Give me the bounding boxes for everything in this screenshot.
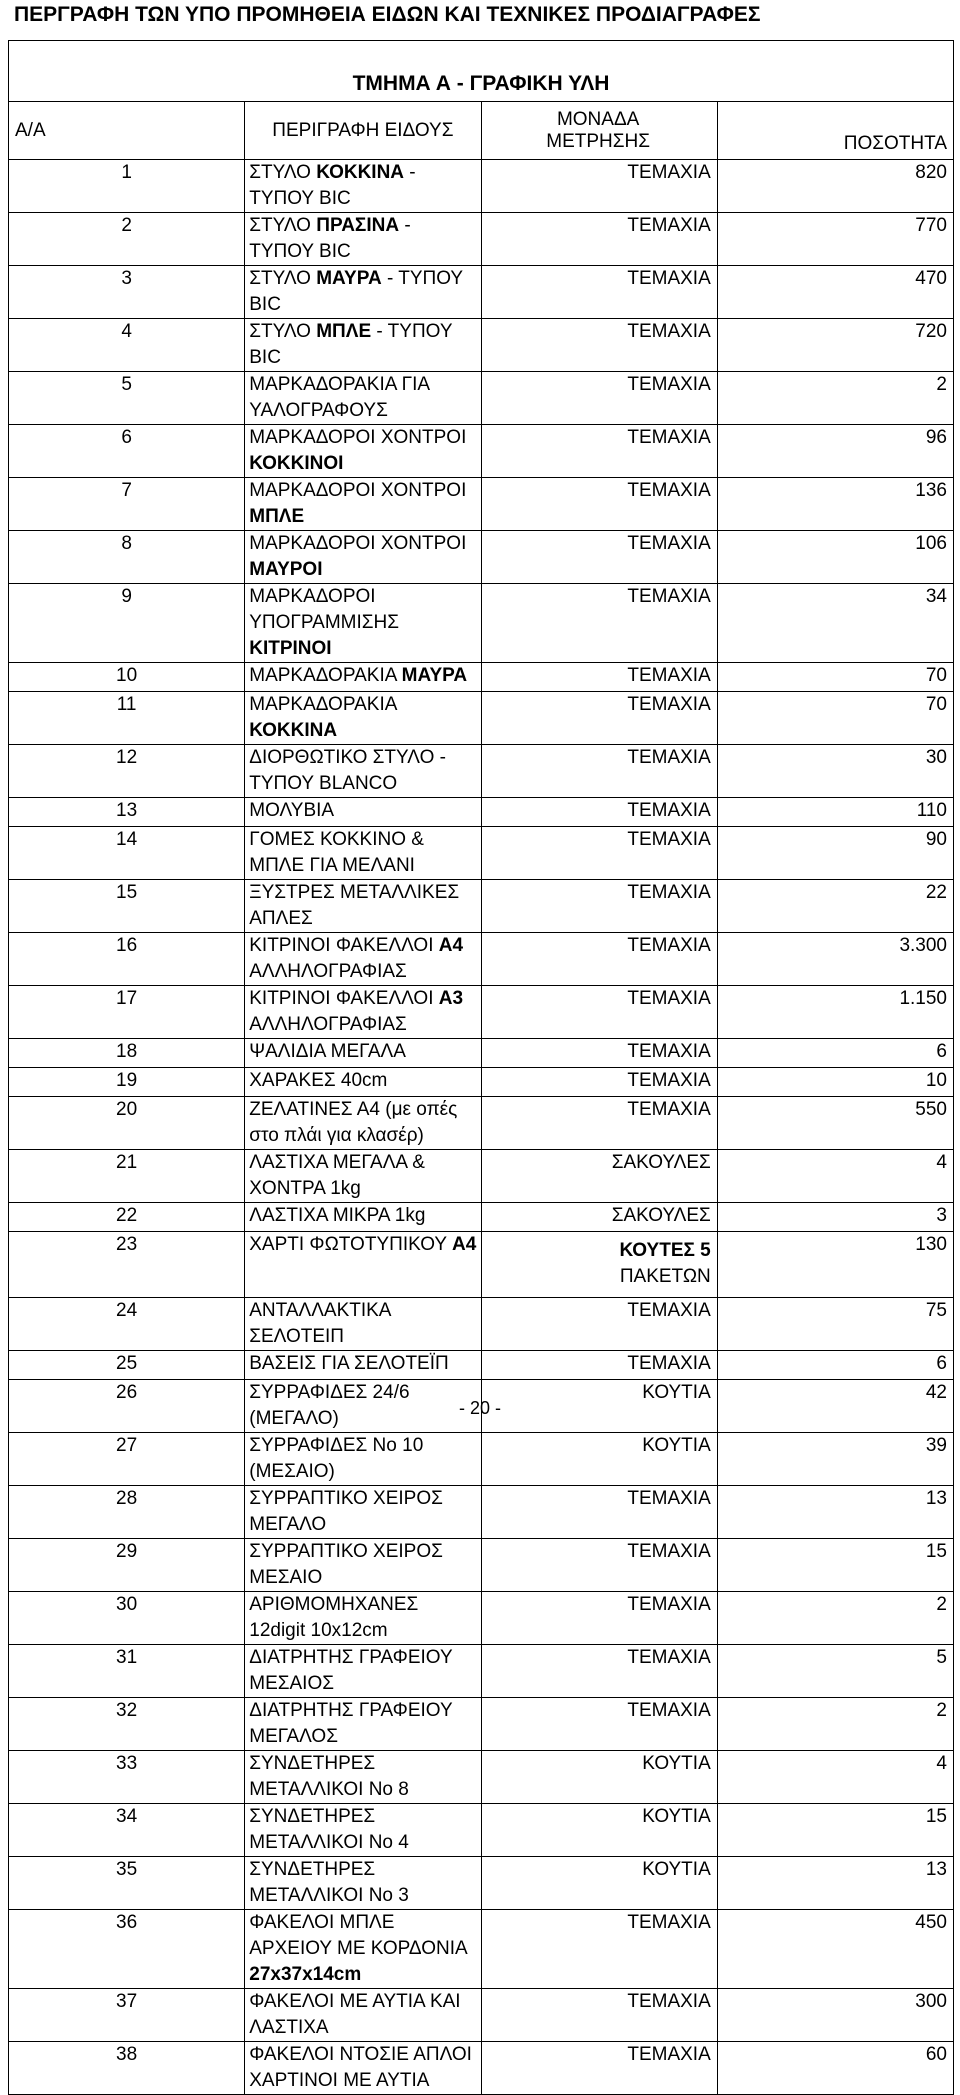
row-number: 32 — [9, 1698, 245, 1751]
row-unit: ΤΕΜΑΧΙΑ — [481, 584, 717, 663]
table-row — [9, 1232, 954, 1298]
header-aa: Α/Α — [9, 102, 245, 160]
description-text: ΣΤΥΛΟ — [249, 321, 317, 342]
row-number: 10 — [9, 663, 245, 692]
items-table — [8, 40, 954, 2095]
header-description: ΠΕΡΙΓΡΑΦΗ ΕΙΔΟΥΣ — [245, 102, 481, 160]
description-text: ΣΥΡΡΑΦΙΔΕΣ Νο 10 (ΜΕΣΑΙΟ) — [249, 1435, 424, 1482]
row-description — [245, 425, 481, 478]
description-emphasis: Α4 — [438, 935, 464, 956]
row-quantity: 4 — [717, 1150, 953, 1203]
row-unit: ΤΕΜΑΧΙΑ — [481, 986, 717, 1039]
description-text-tail: - ΤΥΠΟΥ BIC — [249, 162, 416, 209]
row-quantity: 15 — [717, 1804, 953, 1857]
table-row — [9, 1592, 954, 1645]
row-unit: ΤΕΜΑΧΙΑ — [481, 1298, 717, 1351]
description-text: ΑΡΙΘΜΟΜΗΧΑΝΕΣ 12digit 10x12cm — [249, 1594, 419, 1641]
description-dimensions: 27x37x14cm — [249, 1964, 362, 1985]
table-row — [9, 1150, 954, 1203]
description-emphasis: ΠΡΑΣΙΝΑ — [316, 215, 400, 236]
table-row — [9, 798, 954, 827]
row-unit: ΤΕΜΑΧΙΑ — [481, 1698, 717, 1751]
row-quantity: 106 — [717, 531, 953, 584]
row-unit: ΤΕΜΑΧΙΑ — [481, 319, 717, 372]
row-unit: ΤΕΜΑΧΙΑ — [481, 880, 717, 933]
table-row — [9, 1486, 954, 1539]
row-description — [245, 2042, 481, 2095]
description-emphasis: ΚΟΚΚΙΝΟΙ — [249, 453, 344, 474]
row-quantity: 1.150 — [717, 986, 953, 1039]
row-quantity: 110 — [717, 798, 953, 827]
row-unit: ΤΕΜΑΧΙΑ — [481, 2042, 717, 2095]
row-number: 14 — [9, 827, 245, 880]
description-text-tail: - ΤΥΠΟΥ BIC — [249, 268, 463, 315]
description-text: ΓΟΜΕΣ ΚΟΚΚΙΝΟ & ΜΠΛΕ ΓΙΑ ΜΕΛΑΝΙ — [249, 829, 424, 876]
row-number: 22 — [9, 1203, 245, 1232]
row-number: 38 — [9, 2042, 245, 2095]
table-row — [9, 160, 954, 213]
row-description — [245, 827, 481, 880]
row-quantity: 130 — [717, 1232, 953, 1298]
row-unit: ΚΟΥΤΙΑ — [481, 1433, 717, 1486]
row-unit: ΤΕΜΑΧΙΑ — [481, 372, 717, 425]
row-description — [245, 1539, 481, 1592]
row-unit: ΤΕΜΑΧΙΑ — [481, 798, 717, 827]
description-text: ΦΑΚΕΛΟΙ ΝΤΟΣΙΕ ΑΠΛΟΙ ΧΑΡΤΙΝΟΙ ΜΕ ΑΥΤΙΑ — [249, 2044, 472, 2091]
row-number: 12 — [9, 745, 245, 798]
table-row — [9, 319, 954, 372]
row-description — [245, 745, 481, 798]
description-text: ΔΙΟΡΘΩΤΙΚΟ ΣΤΥΛΟ - ΤΥΠΟΥ BLANCO — [249, 747, 446, 794]
row-description — [245, 1486, 481, 1539]
row-number: 4 — [9, 319, 245, 372]
row-number: 7 — [9, 478, 245, 531]
row-description — [245, 478, 481, 531]
description-emphasis: ΜΠΛΕ — [249, 506, 305, 527]
table-row — [9, 1804, 954, 1857]
row-number: 2 — [9, 213, 245, 266]
header-quantity: ΠΟΣΟΤΗΤΑ — [717, 102, 953, 160]
description-text: ΚΙΤΡΙΝΟΙ ΦΑΚΕΛΛΟΙ — [249, 935, 439, 956]
row-description — [245, 584, 481, 663]
row-description — [245, 1351, 481, 1380]
description-text: ΣΤΥΛΟ — [249, 268, 317, 289]
row-description — [245, 663, 481, 692]
row-quantity: 22 — [717, 880, 953, 933]
row-number: 29 — [9, 1539, 245, 1592]
row-number: 11 — [9, 692, 245, 745]
description-text: ΣΥΡΡΑΠΤΙΚΟ ΧΕΙΡΟΣ ΜΕΓΑΛΟ — [249, 1488, 443, 1535]
table-row — [9, 1068, 954, 1097]
row-description — [245, 692, 481, 745]
table-row — [9, 1298, 954, 1351]
row-quantity: 90 — [717, 827, 953, 880]
row-description — [245, 213, 481, 266]
row-quantity: 2 — [717, 1698, 953, 1751]
row-quantity: 4 — [717, 1751, 953, 1804]
row-quantity: 96 — [717, 425, 953, 478]
description-text: ΚΙΤΡΙΝΟΙ ΦΑΚΕΛΛΟΙ — [249, 988, 439, 1009]
row-quantity: 2 — [717, 1592, 953, 1645]
row-number: 21 — [9, 1150, 245, 1203]
row-quantity: 720 — [717, 319, 953, 372]
section-title: ΤΜΗΜΑ Α - ΓΡΑΦΙΚΗ ΥΛΗ — [9, 41, 954, 102]
row-unit: ΚΟΥΤΙΑ — [481, 1857, 717, 1910]
description-text: ΣΤΥΛΟ — [249, 215, 317, 236]
row-unit: ΤΕΜΑΧΙΑ — [481, 933, 717, 986]
table-row — [9, 213, 954, 266]
table-row — [9, 986, 954, 1039]
row-description — [245, 1910, 481, 1989]
description-text: ΣΥΝΔΕΤΗΡΕΣ ΜΕΤΑΛΛΙΚΟΙ Νο 8 — [249, 1753, 409, 1800]
row-quantity: 550 — [717, 1097, 953, 1150]
row-description — [245, 1203, 481, 1232]
column-header-row — [9, 102, 954, 160]
row-description — [245, 372, 481, 425]
page-title: ΠΕΡΓΡΑΦΗ ΤΩΝ ΥΠΟ ΠΡΟΜΗΘΕΙΑ ΕΙΔΩΝ ΚΑΙ ΤΕΧΝΙΚΕΣ ΠΡΟΔΙΑΓΡΑΦΕΣ — [14, 3, 761, 26]
description-emphasis: ΚΙΤΡΙΝΟΙ — [249, 638, 332, 659]
row-quantity: 770 — [717, 213, 953, 266]
row-description — [245, 1804, 481, 1857]
row-number: 8 — [9, 531, 245, 584]
row-description — [245, 1039, 481, 1068]
description-text: ΛΑΣΤΙΧΑ ΜΕΓΑΛΑ & ΧΟΝΤΡΑ 1kg — [249, 1152, 425, 1199]
table-row — [9, 266, 954, 319]
row-description — [245, 1857, 481, 1910]
description-text: ΜΟΛΥΒΙΑ — [249, 800, 335, 821]
row-description — [245, 1068, 481, 1097]
row-quantity: 136 — [717, 478, 953, 531]
row-number: 23 — [9, 1232, 245, 1298]
row-quantity: 39 — [717, 1433, 953, 1486]
description-text-tail: ΑΛΛΗΛΟΓΡΑΦΙΑΣ — [249, 1014, 407, 1035]
row-quantity: 13 — [717, 1857, 953, 1910]
description-text: ΞΥΣΤΡΕΣ ΜΕΤΑΛΛΙΚΕΣ ΑΠΛΕΣ — [249, 882, 460, 929]
header-unit — [481, 102, 717, 160]
table-row — [9, 1203, 954, 1232]
row-unit: ΤΕΜΑΧΙΑ — [481, 663, 717, 692]
description-emphasis: ΜΑΥΡΑ — [316, 268, 382, 289]
row-unit: ΚΟΥΤΙΑ — [481, 1380, 717, 1433]
row-number: 28 — [9, 1486, 245, 1539]
row-quantity: 6 — [717, 1039, 953, 1068]
row-number: 36 — [9, 1910, 245, 1989]
table-row — [9, 1698, 954, 1751]
row-number: 26 — [9, 1380, 245, 1433]
table-row — [9, 1989, 954, 2042]
table-row — [9, 2042, 954, 2095]
row-quantity: 3.300 — [717, 933, 953, 986]
description-emphasis: ΚΟΚΚΙΝΑ — [249, 720, 338, 741]
description-text-tail: - ΤΥΠΟΥ BIC — [249, 215, 411, 262]
table-row — [9, 372, 954, 425]
description-text: ΨΑΛΙΔΙΑ ΜΕΓΑΛΑ — [249, 1041, 406, 1062]
row-unit: ΚΟΥΤΙΑ — [481, 1751, 717, 1804]
description-text: ΣΥΡΡΑΠΤΙΚΟ ΧΕΙΡΟΣ ΜΕΣΑΙΟ — [249, 1541, 443, 1588]
row-quantity: 5 — [717, 1645, 953, 1698]
table-row — [9, 1910, 954, 1989]
row-quantity: 42 — [717, 1380, 953, 1433]
description-text: ΜΑΡΚΑΔΟΡΟΙ ΧΟΝΤΡΟΙ — [249, 533, 467, 554]
row-number: 9 — [9, 584, 245, 663]
page-number: - 20 - — [458, 1398, 501, 1418]
row-unit: ΤΕΜΑΧΙΑ — [481, 1097, 717, 1150]
unit-line1: ΚΟΥΤΕΣ 5 — [619, 1240, 711, 1261]
unit-line2: ΠΑΚΕΤΩΝ — [619, 1266, 711, 1287]
row-number: 1 — [9, 160, 245, 213]
row-number: 5 — [9, 372, 245, 425]
row-number: 20 — [9, 1097, 245, 1150]
row-unit: ΤΕΜΑΧΙΑ — [481, 1351, 717, 1380]
row-quantity: 15 — [717, 1539, 953, 1592]
row-unit: ΤΕΜΑΧΙΑ — [481, 1039, 717, 1068]
row-quantity: 60 — [717, 2042, 953, 2095]
row-description — [245, 1989, 481, 2042]
row-unit: ΤΕΜΑΧΙΑ — [481, 827, 717, 880]
row-description — [245, 933, 481, 986]
description-text: ΦΑΚΕΛΟΙ ΜΠΛΕ ΑΡΧΕΙΟΥ ΜΕ ΚΟΡΔΟΝΙΑ — [249, 1912, 468, 1959]
row-description — [245, 1232, 481, 1298]
header-unit-line1: ΜΟΝΑΔΑ — [556, 108, 640, 130]
description-text: ΣΤΥΛΟ — [249, 162, 317, 183]
row-unit: ΤΕΜΑΧΙΑ — [481, 692, 717, 745]
description-text: ΖΕΛΑΤΙΝΕΣ Α4 (με οπές στο πλάι για κλασέρ) — [249, 1099, 458, 1146]
description-text-tail: - ΤΥΠΟΥ BIC — [249, 321, 453, 368]
description-emphasis: ΜΠΛΕ — [316, 321, 372, 342]
row-number: 27 — [9, 1433, 245, 1486]
row-description — [245, 1751, 481, 1804]
table-row — [9, 1645, 954, 1698]
row-number: 24 — [9, 1298, 245, 1351]
description-text: ΣΥΡΡΑΦΙΔΕΣ 24/6 (ΜΕΓΑΛΟ) — [249, 1382, 410, 1429]
description-text: ΜΑΡΚΑΔΟΡΟΙ ΧΟΝΤΡΟΙ — [249, 427, 467, 448]
description-emphasis: Α3 — [438, 988, 464, 1009]
table-row — [9, 425, 954, 478]
description-emphasis: Α4 — [451, 1234, 477, 1255]
row-description — [245, 319, 481, 372]
section-header-row — [9, 41, 954, 102]
row-unit: ΤΕΜΑΧΙΑ — [481, 1486, 717, 1539]
description-emphasis: ΜΑΥΡΟΙ — [249, 559, 323, 580]
items-table-body — [9, 41, 954, 2095]
table-row — [9, 531, 954, 584]
row-number: 33 — [9, 1751, 245, 1804]
row-unit: ΤΕΜΑΧΙΑ — [481, 213, 717, 266]
row-number: 30 — [9, 1592, 245, 1645]
description-text: ΜΑΡΚΑΔΟΡΑΚΙΑ ΓΙΑ ΥΑΛΟΓΡΑΦΟΥΣ — [249, 374, 429, 421]
row-unit: ΣΑΚΟΥΛΕΣ — [481, 1203, 717, 1232]
row-number: 25 — [9, 1351, 245, 1380]
row-number: 18 — [9, 1039, 245, 1068]
table-row — [9, 478, 954, 531]
row-number: 3 — [9, 266, 245, 319]
row-unit: ΤΕΜΑΧΙΑ — [481, 1989, 717, 2042]
row-number: 35 — [9, 1857, 245, 1910]
row-unit: ΤΕΜΑΧΙΑ — [481, 425, 717, 478]
row-unit: ΤΕΜΑΧΙΑ — [481, 266, 717, 319]
description-text: ΜΑΡΚΑΔΟΡΟΙ ΥΠΟΓΡΑΜΜΙΣΗΣ — [249, 586, 399, 633]
description-text: ΑΝΤΑΛΛΑΚΤΙΚΑ ΣΕΛΟΤΕΙΠ — [249, 1300, 391, 1347]
row-quantity: 470 — [717, 266, 953, 319]
row-description — [245, 1433, 481, 1486]
description-text: ΧΑΡΤΙ ΦΩΤΟΤΥΠΙΚΟΥ — [249, 1234, 452, 1255]
row-quantity: 450 — [717, 1910, 953, 1989]
table-row — [9, 1539, 954, 1592]
row-description — [245, 531, 481, 584]
description-text: ΛΑΣΤΙΧΑ ΜΙΚΡΑ 1kg — [249, 1205, 426, 1226]
description-text: ΦΑΚΕΛΟΙ ΜΕ ΑΥΤΙΑ ΚΑΙ ΛΑΣΤΙΧΑ — [249, 1991, 461, 2038]
table-row — [9, 880, 954, 933]
description-text: ΧΑΡΑΚΕΣ 40cm — [249, 1070, 388, 1091]
row-description — [245, 986, 481, 1039]
row-quantity: 300 — [717, 1989, 953, 2042]
row-unit: ΤΕΜΑΧΙΑ — [481, 745, 717, 798]
row-quantity: 70 — [717, 663, 953, 692]
row-unit: ΣΑΚΟΥΛΕΣ — [481, 1150, 717, 1203]
table-row — [9, 692, 954, 745]
row-description — [245, 1592, 481, 1645]
row-number: 19 — [9, 1068, 245, 1097]
row-unit — [481, 1232, 717, 1298]
row-description — [245, 266, 481, 319]
row-unit: ΤΕΜΑΧΙΑ — [481, 478, 717, 531]
description-text: ΒΑΣΕΙΣ ΓΙΑ ΣΕΛΟΤΕΪΠ — [249, 1353, 449, 1374]
table-row — [9, 745, 954, 798]
row-unit: ΤΕΜΑΧΙΑ — [481, 1068, 717, 1097]
description-text: ΜΑΡΚΑΔΟΡΑΚΙΑ — [249, 665, 402, 686]
row-description — [245, 1097, 481, 1150]
row-number: 17 — [9, 986, 245, 1039]
row-description — [245, 798, 481, 827]
row-unit: ΤΕΜΑΧΙΑ — [481, 160, 717, 213]
table-row — [9, 1097, 954, 1150]
table-row — [9, 827, 954, 880]
row-quantity: 820 — [717, 160, 953, 213]
row-number: 6 — [9, 425, 245, 478]
row-number: 34 — [9, 1804, 245, 1857]
table-row — [9, 1039, 954, 1068]
row-number: 37 — [9, 1989, 245, 2042]
row-number: 13 — [9, 798, 245, 827]
row-number: 16 — [9, 933, 245, 986]
row-unit: ΤΕΜΑΧΙΑ — [481, 1592, 717, 1645]
row-description — [245, 1298, 481, 1351]
table-row — [9, 1751, 954, 1804]
row-quantity: 3 — [717, 1203, 953, 1232]
row-quantity: 75 — [717, 1298, 953, 1351]
row-unit: ΤΕΜΑΧΙΑ — [481, 1910, 717, 1989]
description-emphasis: ΜΑΥΡΑ — [401, 665, 468, 686]
row-unit: ΤΕΜΑΧΙΑ — [481, 1539, 717, 1592]
description-text: ΜΑΡΚΑΔΟΡΑΚΙΑ — [249, 694, 397, 715]
row-unit: ΤΕΜΑΧΙΑ — [481, 1645, 717, 1698]
row-number: 15 — [9, 880, 245, 933]
description-text-tail: ΑΛΛΗΛΟΓΡΑΦΙΑΣ — [249, 961, 407, 982]
table-row — [9, 584, 954, 663]
row-quantity: 30 — [717, 745, 953, 798]
row-quantity: 13 — [717, 1486, 953, 1539]
table-row — [9, 1351, 954, 1380]
row-description — [245, 1698, 481, 1751]
header-unit-line2: ΜΕΤΡΗΣΗΣ — [546, 130, 650, 152]
description-text: ΣΥΝΔΕΤΗΡΕΣ ΜΕΤΑΛΛΙΚΟΙ Νο 3 — [249, 1859, 409, 1906]
row-quantity: 2 — [717, 372, 953, 425]
row-number: 31 — [9, 1645, 245, 1698]
row-description — [245, 1150, 481, 1203]
row-quantity: 10 — [717, 1068, 953, 1097]
row-description — [245, 880, 481, 933]
row-unit: ΤΕΜΑΧΙΑ — [481, 531, 717, 584]
row-unit: ΚΟΥΤΙΑ — [481, 1804, 717, 1857]
description-text: ΔΙΑΤΡΗΤΗΣ ΓΡΑΦΕΙΟΥ ΜΕΓΑΛΟΣ — [249, 1700, 453, 1747]
table-row — [9, 1857, 954, 1910]
row-quantity: 70 — [717, 692, 953, 745]
table-row — [9, 1433, 954, 1486]
row-description — [245, 1645, 481, 1698]
description-emphasis: ΚΟΚΚΙΝΑ — [316, 162, 405, 183]
table-row — [9, 933, 954, 986]
row-description — [245, 160, 481, 213]
description-text: ΜΑΡΚΑΔΟΡΟΙ ΧΟΝΤΡΟΙ — [249, 480, 467, 501]
table-row — [9, 663, 954, 692]
description-text: ΣΥΝΔΕΤΗΡΕΣ ΜΕΤΑΛΛΙΚΟΙ Νο 4 — [249, 1806, 409, 1853]
row-quantity: 6 — [717, 1351, 953, 1380]
row-quantity: 34 — [717, 584, 953, 663]
description-text: ΔΙΑΤΡΗΤΗΣ ΓΡΑΦΕΙΟΥ ΜΕΣΑΙΟΣ — [249, 1647, 453, 1694]
